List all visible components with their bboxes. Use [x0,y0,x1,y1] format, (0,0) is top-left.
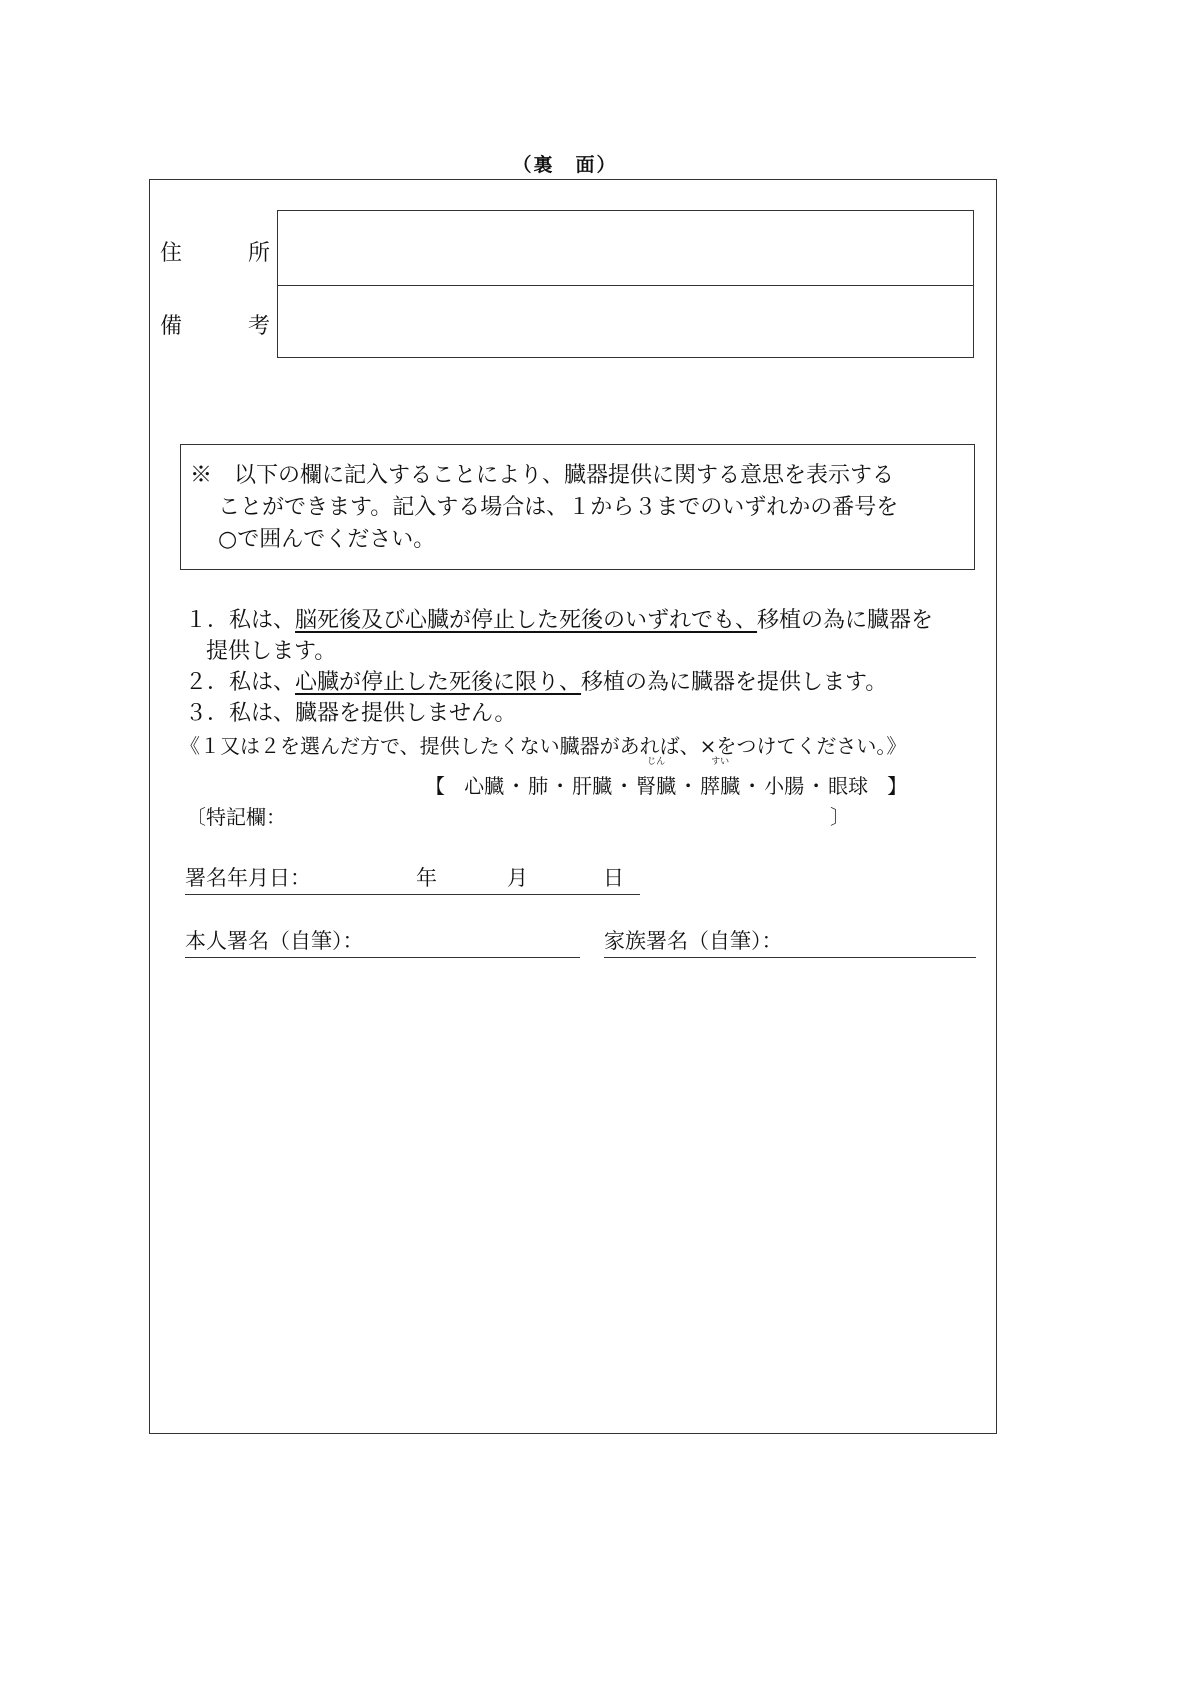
signature-date-month: 月 [507,866,528,890]
option-3[interactable] [185,699,516,729]
option-2-suffix: 移植の為に臓器を提供します。 [581,670,888,695]
family-signature-line[interactable] [604,925,976,958]
option-3-number: ３． [185,701,230,726]
remarks-label [160,309,270,340]
self-signature-label: 本人署名（自筆）： [185,929,364,953]
notice-text [190,460,970,556]
remarks-label-char-2: 考 [247,314,270,339]
organ-bracket-open: 【 [425,774,445,798]
notice-line-1: ※ 以下の欄に記入することにより、臓器提供に関する意思を表示する [190,463,895,488]
organ-eye[interactable]: 眼球 [828,774,869,798]
address-label [160,236,270,267]
option-2-prefix: 私は、 [229,670,296,695]
organ-separator: ・ [550,774,571,798]
organ-separator: ・ [506,774,527,798]
remarks-field[interactable] [277,285,974,358]
organ-intestine[interactable]: 小腸 [764,774,805,798]
organ-separator: ・ [614,774,635,798]
organ-kidney-ruby: じん [647,757,666,767]
organ-separator: ・ [678,774,699,798]
option-2-number: ２． [185,670,230,695]
option-1-underlined: 脳死後及び心臓が停止した死後のいずれでも、 [295,608,758,633]
signature-date-line[interactable] [185,862,640,895]
option-1-continuation: 提供します。 [206,639,337,664]
self-signature-line[interactable] [185,925,580,958]
option-1[interactable] [185,606,933,636]
organ-bracket-close: 】 [887,774,908,798]
organ-liver[interactable]: 肝臓 [572,774,613,798]
signature-date-label: 署名年月日： [185,866,311,890]
special-notes-close: 〕 [830,805,850,829]
organ-lung[interactable]: 肺 [528,774,549,798]
organ-heart[interactable]: 心臓 [464,774,505,798]
remarks-label-char-1: 備 [160,314,183,339]
option-2-underlined: 心臓が停止した死後に限り、 [295,670,582,695]
option-2[interactable] [185,668,887,698]
address-label-char-2: 所 [247,241,270,266]
special-notes-field[interactable] [300,800,825,830]
option-1-number: １． [185,608,230,633]
signature-date-day: 日 [603,866,624,890]
option-1-suffix: 移植の為に臓器を [757,608,934,633]
notice-line-3: ○で囲んでください。 [218,527,436,552]
address-label-char-1: 住 [160,241,183,266]
organ-kidney[interactable] [636,757,677,799]
organ-pancreas[interactable] [700,757,741,799]
option-3-text: 私は、臓器を提供しません。 [229,701,517,726]
signature-date-year: 年 [416,866,437,890]
organ-separator: ・ [742,774,763,798]
special-notes-open: 〔特記欄： [186,805,286,829]
organ-note: 《１又は２を選んだ方で、提供したくない臓器があれば、×をつけてください。》 [180,734,907,758]
family-signature-label: 家族署名（自筆）： [604,929,783,953]
option-1-prefix: 私は、 [229,608,296,633]
organ-list [425,757,908,799]
organ-pancreas-label: 膵臓 [700,774,741,798]
page-heading: （裏 面） [512,154,618,176]
organ-separator: ・ [806,774,827,798]
notice-line-2: ことができます。記入する場合は、１から３までのいずれかの番号を [218,495,899,520]
organ-pancreas-ruby: すい [711,757,730,767]
address-field[interactable] [277,210,974,286]
organ-kidney-label: 腎臓 [636,774,677,798]
